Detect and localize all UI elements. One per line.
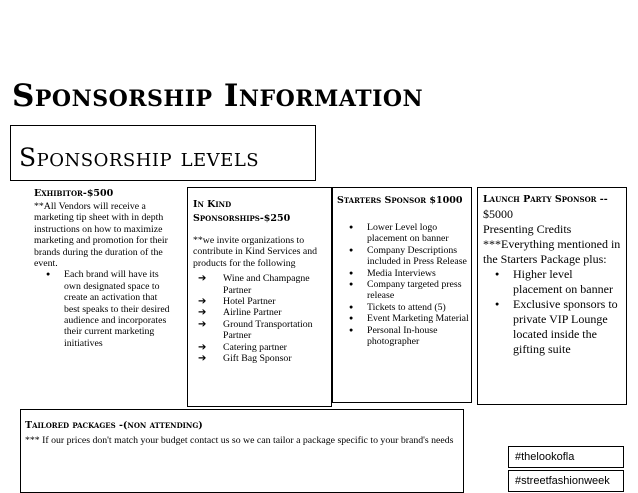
exhibitor-intro: **All Vendors will receive a marketing tip sheet with in depth instructions on how to maximize marketing and promotion for their brands during the duration of the event. (34, 201, 168, 270)
hashtag-streetfashionweek: #streetfashionweek (508, 470, 624, 492)
in-kind-items (193, 273, 327, 364)
list-item: ● Lower Level logo placement on banner (337, 222, 469, 245)
arrow-right-icon: ➔ (198, 318, 207, 330)
list-item: ● Exclusive sponsors to private VIP Lounge located inside the gifting suite (483, 297, 623, 357)
list-item-label: Airline Partner (223, 307, 282, 319)
exhibitor-title: Exhibitor-$500 (34, 188, 114, 199)
launch-party-bullets (483, 267, 623, 357)
in-kind-title: In Kind Sponsorships-$250 (193, 199, 291, 224)
starters-box (332, 187, 472, 403)
list-item-label: Ground Transportation Partner (223, 318, 313, 342)
in-kind-box (187, 187, 332, 407)
arrow-right-icon: ➔ (198, 307, 207, 319)
list-item (193, 319, 327, 342)
list-item: ● Tickets to attend (5) (337, 302, 469, 313)
list-item: ● Company targeted press release (337, 279, 469, 302)
hashtag-thelookofla: #thelookofla (508, 446, 624, 468)
tailored-text: *** If our prices don't match your budget contact us so we can tailor a package specific to your brand's needs (25, 435, 454, 446)
list-item-label: Wine and Champagne Partner (223, 273, 310, 296)
list-item-label: Catering partner (223, 341, 287, 353)
list-item (193, 273, 327, 296)
list-item (193, 296, 327, 307)
levels-box (10, 125, 316, 181)
exhibitor-section (34, 187, 170, 349)
list-item (193, 342, 327, 353)
arrow-right-icon: ➔ (198, 273, 207, 285)
list-item-label: Gift Bag Sponsor (223, 353, 292, 365)
launch-party-price: $5000 (483, 207, 513, 221)
exhibitor-bullets (34, 269, 170, 349)
list-item: ● Each brand will have its own designated space to create an activation that best speaks to their desired audience and incorporates their current marketing initiatives (34, 269, 170, 349)
launch-party-title: Launch Party Sponsor -- (483, 194, 608, 205)
levels-title: Sponsorship levels (19, 143, 260, 172)
list-item (193, 307, 327, 318)
launch-party-intro: Presenting Credits ***Everything mentioned in the Starters Package plus: (483, 222, 621, 266)
in-kind-intro: **we invite organizations to contribute in Kind Services and products for the following (193, 235, 318, 269)
list-item-label: Hotel Partner (223, 296, 276, 308)
arrow-right-icon: ➔ (198, 341, 207, 353)
list-item: ● Personal In-house photographer (337, 325, 469, 348)
list-item: ● Media Interviews (337, 268, 469, 279)
launch-party-box (477, 187, 627, 405)
list-item (193, 353, 327, 364)
page-title: Sponsorship Information (12, 78, 424, 114)
starters-title: Starters Sponsor $1000 (337, 195, 463, 206)
starters-bullets (337, 222, 469, 347)
list-item: ● Higher level placement on banner (483, 267, 623, 297)
tailored-box (20, 409, 464, 493)
arrow-right-icon: ➔ (198, 353, 207, 365)
list-item: ● Company Descriptions included in Press Release (337, 245, 469, 268)
arrow-right-icon: ➔ (198, 296, 207, 308)
list-item: ● Event Marketing Material (337, 313, 469, 324)
tailored-title: Tailored packages -(non attending) (25, 420, 203, 431)
